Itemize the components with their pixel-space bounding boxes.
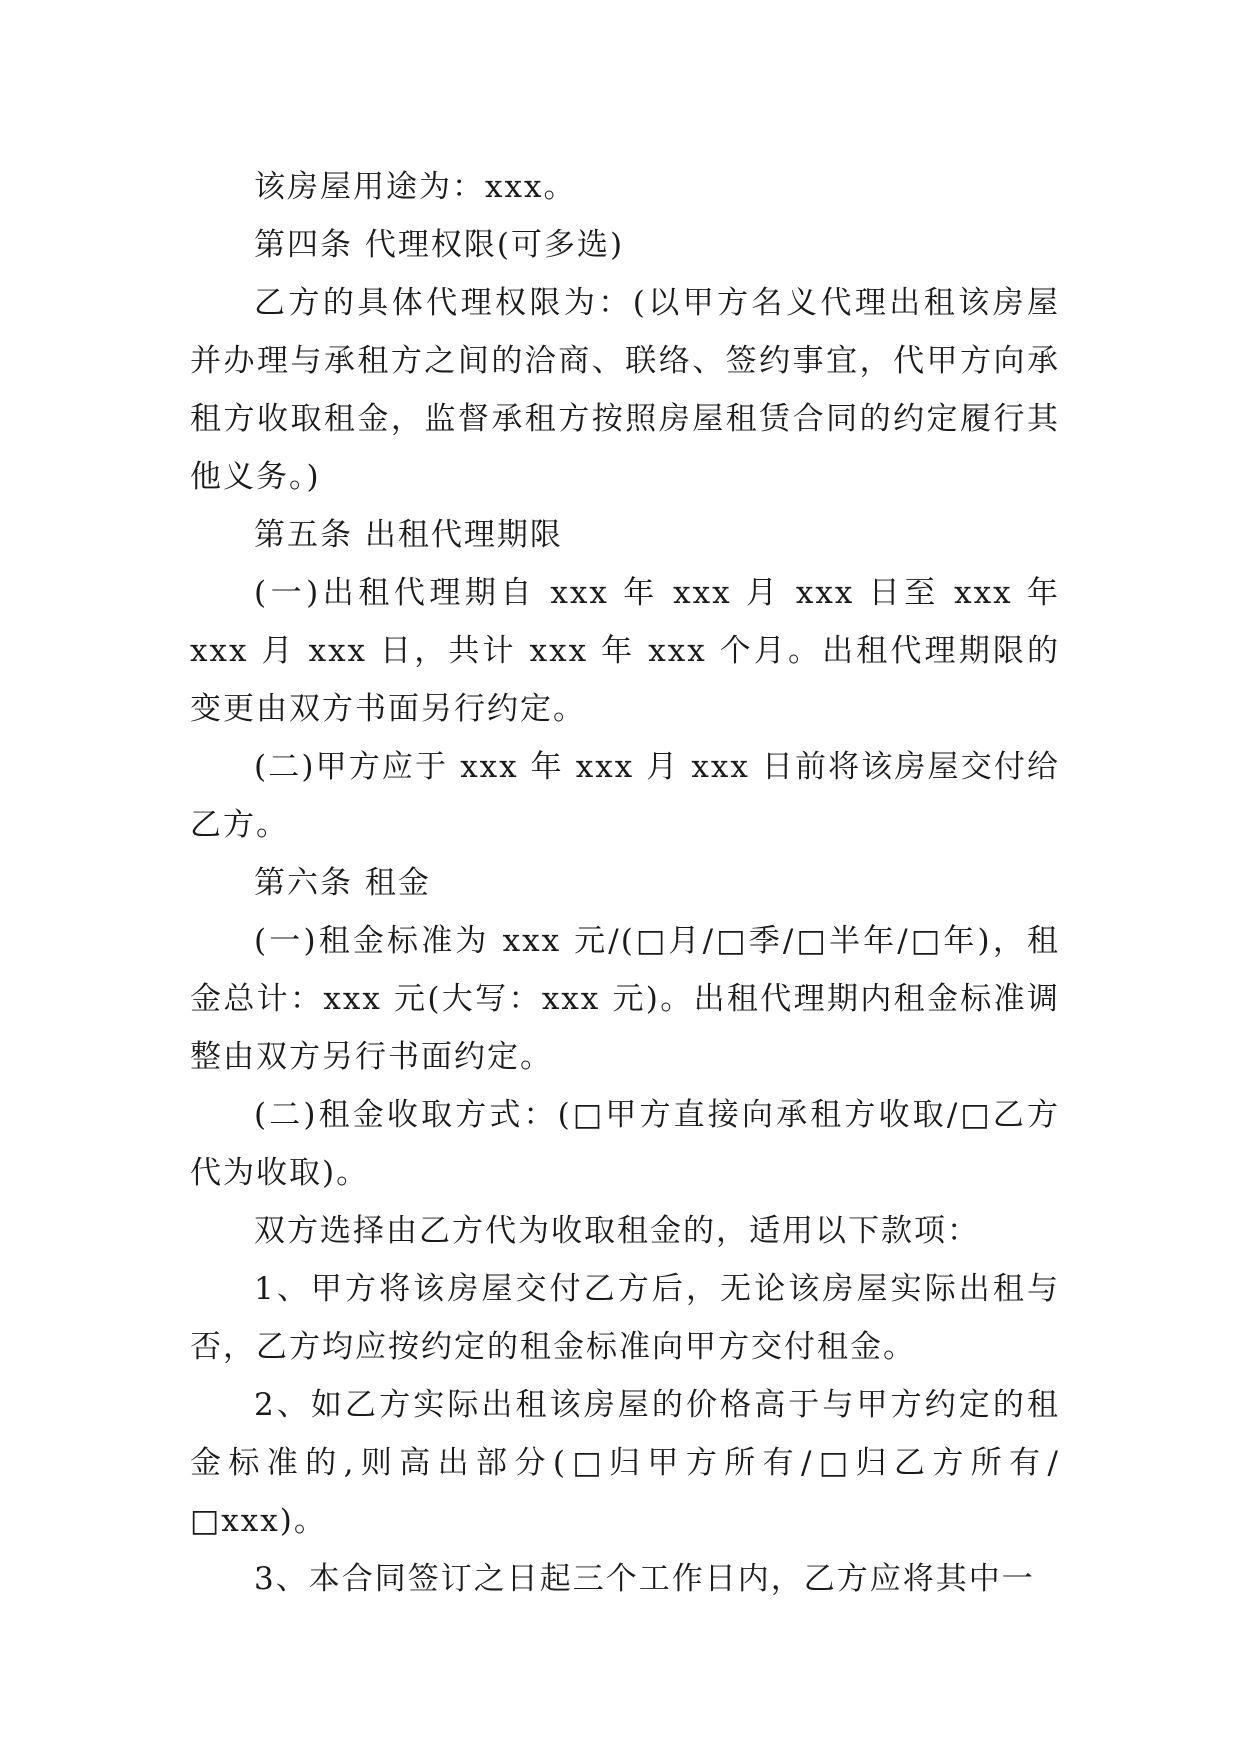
- article-5-heading: 第五条 出租代理期限: [254, 517, 563, 553]
- paragraph-delivery-date: (二)甲方应于 xxx 年 xxx 月 xxx 日前将该房屋交付给乙方。: [190, 749, 1060, 843]
- paragraph-rent-collection: (二)租金收取方式：(□甲方直接向承租方收取/□乙方代为收取)。: [190, 1097, 1060, 1191]
- article-6-heading: 第六条 租金: [254, 865, 431, 901]
- paragraph-agency-scope: 乙方的具体代理权限为：(以甲方名义代理出租该房屋并办理与承租方之间的洽商、联络、签约事宜，代甲方向承租方收取租金，监督承租方按照房屋租赁合同的约定履行其他义务。): [190, 285, 1060, 495]
- paragraph-term-1: 1、甲方将该房屋交付乙方后，无论该房屋实际出租与否，乙方均应按约定的租金标准向甲方交付租金。: [190, 1271, 1060, 1365]
- document-body: [190, 158, 1060, 1608]
- paragraph-terms-intro: 双方选择由乙方代为收取租金的，适用以下款项：: [254, 1213, 980, 1249]
- paragraph-house-use: 该房屋用途为：xxx。: [254, 169, 577, 205]
- paragraph-term-2: 2、如乙方实际出租该房屋的价格高于与甲方约定的租金标准的,则高出部分(□归甲方所有/□归乙方所有/□xxx)。: [190, 1387, 1060, 1539]
- paragraph-agency-period: (一)出租代理期自 xxx 年 xxx 月 xxx 日至 xxx 年 xxx 月 xxx 日，共计 xxx 年 xxx 个月。出租代理期限的变更由双方书面另行约定。: [190, 575, 1060, 727]
- paragraph-rent-standard: (一)租金标准为 xxx 元/(□月/□季/□半年/□年)，租金总计：xxx 元(大写：xxx 元)。出租代理期内租金标准调整由双方另行书面约定。: [190, 923, 1060, 1075]
- article-4-heading: 第四条 代理权限(可多选): [254, 227, 625, 263]
- paragraph-term-3: 3、本合同签订之日起三个工作日内，乙方应将其中一: [254, 1561, 1035, 1597]
